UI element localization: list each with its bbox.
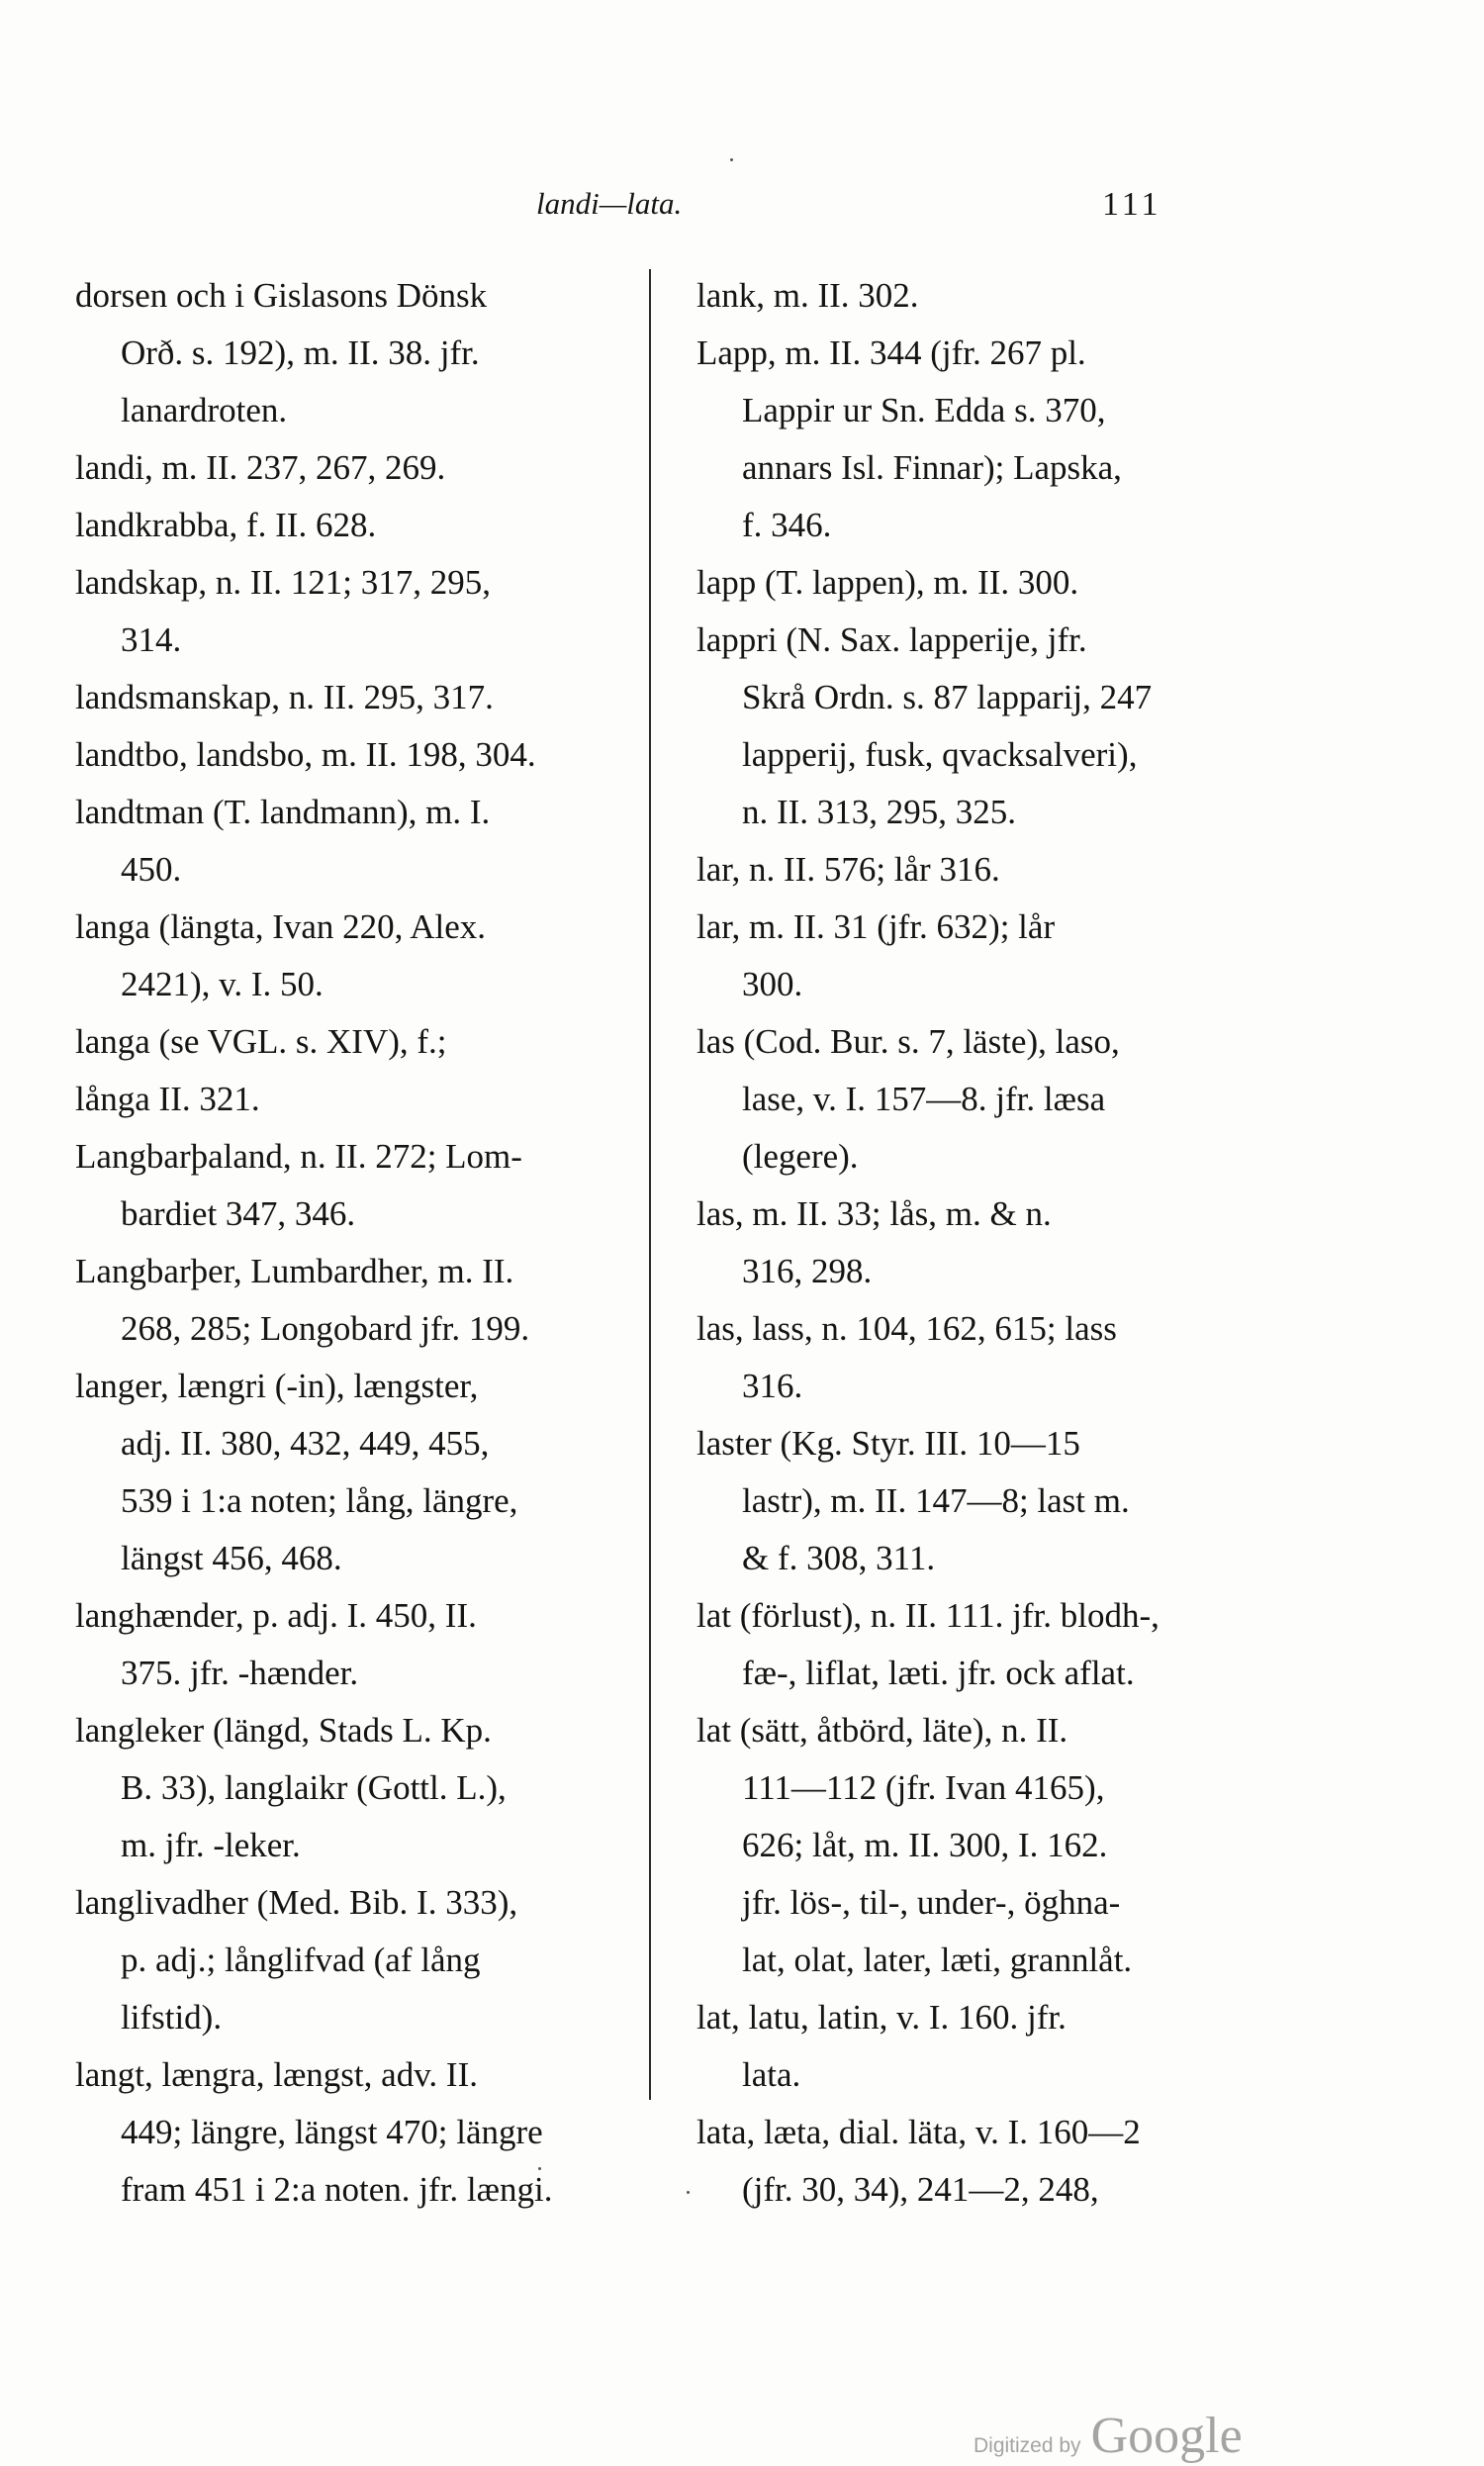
- entry-line: 314.: [121, 620, 182, 659]
- entry-line: lat (förlust), n. II. 111. jfr. blodh-,: [696, 1596, 1159, 1635]
- entry-line: Langbarþer, Lumbardher, m. II.: [75, 1252, 514, 1290]
- print-speck: [538, 2167, 541, 2170]
- entry-line: lase, v. I. 157—8. jfr. læsa: [742, 1080, 1106, 1118]
- entry-line: langa (längta, Ivan 220, Alex.: [75, 907, 487, 946]
- entry-line: Lapp, m. II. 344 (jfr. 267 pl.: [696, 333, 1086, 372]
- watermark-prefix: Digitized by: [974, 2434, 1081, 2457]
- entry-line: annars Isl. Finnar); Lapska,: [742, 448, 1122, 487]
- entry-line: landkrabba, f. II. 628.: [75, 506, 377, 544]
- entry-line: landskap, n. II. 121; 317, 295,: [75, 563, 491, 602]
- left-column: [75, 267, 645, 2219]
- entry-line: n. II. 313, 295, 325.: [742, 793, 1017, 831]
- column-divider: [649, 269, 651, 2100]
- print-speck: [687, 2191, 690, 2194]
- entry-line: långa II. 321.: [75, 1080, 260, 1118]
- entry-line: längst 456, 468.: [121, 1539, 342, 1577]
- entry-line: langhænder, p. adj. I. 450, II.: [75, 1596, 477, 1635]
- entry-line: lanardroten.: [121, 391, 288, 429]
- entry-line: lappri (N. Sax. lapperije, jfr.: [696, 620, 1087, 659]
- entry-line: 626; låt, m. II. 300, I. 162.: [742, 1826, 1108, 1864]
- entry-line: Skrå Ordn. s. 87 lapparij, 247: [742, 678, 1153, 716]
- entry-line: 539 i 1:a noten; lång, längre,: [121, 1481, 518, 1520]
- entry-line: Orð. s. 192), m. II. 38. jfr.: [121, 333, 480, 372]
- print-speck: [730, 158, 733, 161]
- entry-line: lata, læta, dial. läta, v. I. 160—2: [696, 2113, 1141, 2151]
- entry-line: langer, længri (-in), længster,: [75, 1367, 479, 1405]
- entry-line: landi, m. II. 237, 267, 269.: [75, 448, 446, 487]
- right-column: [696, 267, 1251, 2219]
- entry-line: las, lass, n. 104, 162, 615; lass: [696, 1309, 1117, 1348]
- entry-line: lapperij, fusk, qvacksalveri),: [742, 735, 1138, 774]
- entry-line: 316, 298.: [742, 1252, 873, 1290]
- entry-line: las, m. II. 33; lås, m. & n.: [696, 1194, 1052, 1233]
- entry-line: lat, olat, later, læti, grannlåt.: [742, 1941, 1133, 1979]
- entry-line: Lappir ur Sn. Edda s. 370,: [742, 391, 1106, 429]
- entry-line: langlivadher (Med. Bib. I. 333),: [75, 1883, 518, 1922]
- entry-line: 300.: [742, 965, 803, 1003]
- entry-line: lar, m. II. 31 (jfr. 632); lår: [696, 907, 1056, 946]
- entry-line: langa (se VGL. s. XIV), f.;: [75, 1022, 447, 1061]
- entry-line: 111—112 (jfr. Ivan 4165),: [742, 1768, 1105, 1807]
- entry-line: landsmanskap, n. II. 295, 317.: [75, 678, 494, 716]
- entry-line: B. 33), langlaikr (Gottl. L.),: [121, 1768, 507, 1807]
- entry-line: lat (sätt, åtbörd, läte), n. II.: [696, 1711, 1068, 1750]
- entry-line: & f. 308, 311.: [742, 1539, 936, 1577]
- entry-line: lifstid).: [121, 1998, 223, 2037]
- entry-line: lank, m. II. 302.: [696, 276, 919, 315]
- entry-line: lata.: [742, 2055, 801, 2094]
- entry-line: lapp (T. lappen), m. II. 300.: [696, 563, 1079, 602]
- entry-line: fram 451 i 2:a noten. jfr. længi.: [121, 2170, 553, 2209]
- entry-line: Langbarþaland, n. II. 272; Lom-: [75, 1137, 522, 1176]
- entry-line: lat, latu, latin, v. I. 160. jfr.: [696, 1998, 1067, 2037]
- entry-line: m. jfr. -leker.: [121, 1826, 301, 1864]
- entry-line: 268, 285; Longobard jfr. 199.: [121, 1309, 530, 1348]
- running-title: landi—lata.: [536, 186, 683, 221]
- entry-line: landtbo, landsbo, m. II. 198, 304.: [75, 735, 536, 774]
- entry-line: las (Cod. Bur. s. 7, läste), laso,: [696, 1022, 1120, 1061]
- entry-line: dorsen och i Gislasons Dönsk: [75, 276, 488, 315]
- page-number: 111: [1102, 186, 1162, 223]
- entry-line: f. 346.: [742, 506, 832, 544]
- entry-line: 2421), v. I. 50.: [121, 965, 324, 1003]
- entry-line: laster (Kg. Styr. III. 10—15: [696, 1424, 1080, 1463]
- entry-line: (legere).: [742, 1137, 859, 1176]
- entry-line: 375. jfr. -hænder.: [121, 1654, 359, 1692]
- entry-line: p. adj.; långlifvad (af lång: [121, 1941, 481, 1979]
- google-logo: Google: [1090, 2408, 1243, 2464]
- entry-line: jfr. lös-, til-, under-, öghna-: [742, 1883, 1121, 1922]
- entry-line: (jfr. 30, 34), 241—2, 248,: [742, 2170, 1099, 2209]
- entry-line: 316.: [742, 1367, 803, 1405]
- digitized-watermark: [974, 2407, 1243, 2465]
- entry-line: langt, længra, længst, adv. II.: [75, 2055, 478, 2094]
- entry-line: adj. II. 380, 432, 449, 455,: [121, 1424, 490, 1463]
- entry-line: fæ-, liflat, læti. jfr. ock aflat.: [742, 1654, 1135, 1692]
- entry-line: lastr), m. II. 147—8; last m.: [742, 1481, 1130, 1520]
- entry-line: 449; längre, längst 470; längre: [121, 2113, 543, 2151]
- entry-line: landtman (T. landmann), m. I.: [75, 793, 491, 831]
- entry-line: langleker (längd, Stads L. Kp.: [75, 1711, 492, 1750]
- entry-line: 450.: [121, 850, 182, 889]
- entry-line: lar, n. II. 576; lår 316.: [696, 850, 1000, 889]
- entry-line: bardiet 347, 346.: [121, 1194, 356, 1233]
- page-header: [0, 186, 1484, 234]
